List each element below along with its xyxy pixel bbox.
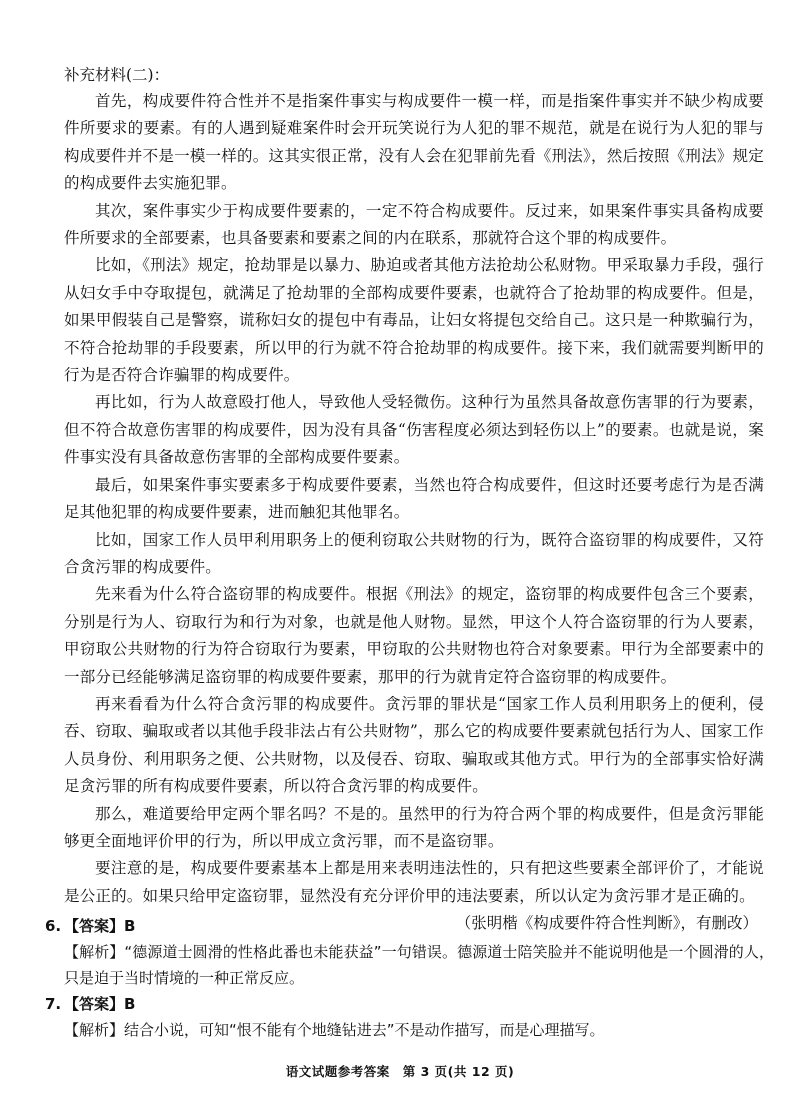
material-paragraph: 首先，构成要件符合性并不是指案件事实与构成要件一模一样，而是指案件事实并不缺少构成要件所要求的要素。有的人遇到疑难案件时会开玩笑说行为人犯的罪不规范，就是在说行为人犯的罪与构成要件并不是一模一样的。这其实很正常，没有人会在犯罪前先看《刑法》，然后按照《刑法》规定的构成要件去实施犯罪。: [64, 92, 764, 193]
material-paragraph: 那么，难道要给甲定两个罪名吗？不是的。虽然甲的行为符合两个罪的构成要件，但是贪污罪能够更全面地评价甲的行为，所以甲成立贪污罪，而不是盗窃罪。: [64, 804, 764, 850]
material-paragraph: 要注意的是，构成要件要素基本上都是用来表明违法性的，只有把这些要素全部评价了，才能说是公正的。如果只给甲定盗窃罪，显然没有充分评价甲的违法要素，所以认定为贪污罪才是正确的。: [64, 859, 764, 905]
answer-section: [45, 913, 774, 1043]
supplementary-material: [64, 62, 764, 938]
question-number: 6.: [45, 917, 62, 935]
material-paragraph: 先来看为什么符合盗窃罪的构成要件。根据《刑法》的规定，盗窃罪的构成要件包含三个要素，分别是行为人、窃取行为和行为对象，也就是他人财物。显然，甲这个人符合盗窃罪的行为人要素，甲窃取公共财物的行为符合窃取行为要素，甲窃取的公共财物也符合对象要素。甲行为全部要素中的一部分已经能够满足盗窃罪的构成要件要素，那甲的行为就肯定符合盗窃罪的构成要件。: [64, 585, 764, 686]
material-paragraph: 再比如，行为人故意殴打他人，导致他人受轻微伤。这种行为虽然具备故意伤害罪的行为要素，但不符合故意伤害罪的构成要件，因为没有具备“伤害程度必须达到轻伤以上”的要素。也就是说，案件事实没有具备故意伤害罪的全部构成要件要素。: [64, 393, 764, 467]
material-citation: （张明楷《构成要件符合性判断》，有删改）: [455, 914, 758, 933]
analysis-7: [64, 1017, 774, 1043]
analysis-6: [64, 939, 774, 991]
analysis-label: 【解析】: [64, 1021, 125, 1039]
answer-label: 【答案】: [64, 917, 125, 935]
answer-value: B: [124, 995, 136, 1013]
answer-value: B: [124, 917, 136, 935]
material-paragraph: 最后，如果案件事实要素多于构成要件要素，当然也符合构成要件，但这时还要考虑行为是否满足其他犯罪的构成要件要素，进而触犯其他罪名。: [64, 475, 764, 522]
material-paragraph: 比如，《刑法》规定，抢劫罪是以暴力、胁迫或者其他方法抢劫公私财物。甲采取暴力手段，强行从妇女手中夺取提包，就满足了抢劫罪的全部构成要件要素，也就符合了抢劫罪的构成要件。但是，如果甲假装自己是警察，谎称妇女的提包中有毒品，让妇女将提包交给自己。这只是一种欺骗行为，不符合抢劫罪的手段要素，所以甲的行为就不符合抢劫罪的构成要件。接下来，我们就需要判断甲的行为是否符合诈骗罪的构成要件。: [64, 256, 764, 385]
analysis-text: 结合小说，可知“恨不能有个地缝钻进去”不是动作描写，而是心理描写。: [124, 1021, 605, 1039]
analysis-label: 【解析】: [64, 943, 125, 961]
answer-6: [45, 913, 774, 939]
material-paragraph: 其次，案件事实少于构成要件要素的，一定不符合构成要件。反过来，如果案件事实具备构成要件所要求的全部要素，也具备要素和要素之间的内在联系，那就符合这个罪的构成要件。: [64, 201, 764, 248]
analysis-text: “德源道士圆滑的性格此番也未能获益”一句错误。德源道士陪笑脸并不能说明他是一个圆滑的人，只是迫于当时情境的一种正常反应。: [64, 943, 774, 987]
answer-label: 【答案】: [64, 995, 125, 1013]
material-heading: 补充材料(二)：: [64, 66, 170, 84]
material-paragraph: 再来看看为什么符合贪污罪的构成要件。贪污罪的罪状是“国家工作人员利用职务上的便利，侵吞、窃取、骗取或者以其他手段非法占有公共财物”，那么它的构成要件要素就包括行为人、国家工作人员身份、利用职务之便、公共财物，以及侵吞、窃取、骗取或其他方式。甲行为的全部事实恰好满足贪污罪的所有构成要件要素，所以符合贪污罪的构成要件。: [64, 694, 764, 796]
material-paragraph: 比如，国家工作人员甲利用职务上的便利窃取公共财物的行为，既符合盗窃罪的构成要件，又符合贪污罪的构成要件。: [64, 530, 764, 576]
question-number: 7.: [45, 995, 62, 1013]
page-footer: 语文试题参考答案 第 3 页(共 12 页): [285, 1064, 515, 1079]
answer-7: [45, 991, 774, 1017]
